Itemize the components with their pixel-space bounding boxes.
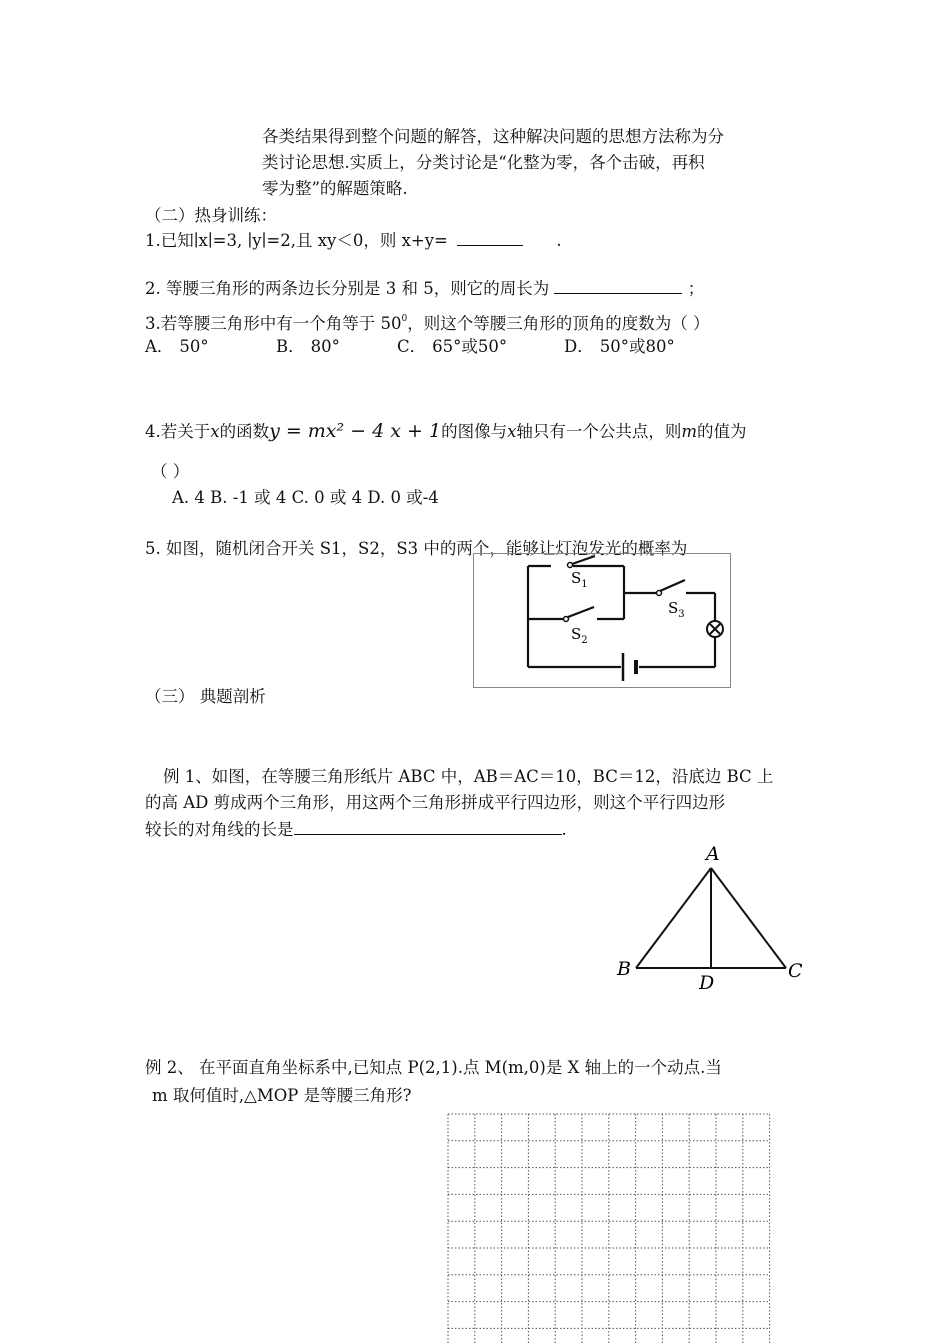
question-2-blank[interactable]: [554, 277, 682, 294]
question-1-end: .: [556, 231, 562, 250]
question-3-text: 3.若等腰三角形中有一个角等于 50: [145, 314, 402, 333]
coordinate-grid: [440, 1110, 776, 1344]
point-d: D: [699, 972, 715, 994]
question-3-option-d[interactable]: [564, 336, 675, 358]
question-4-var-m: m: [681, 422, 698, 441]
intro-line-2: 类讨论思想.实质上，分类讨论是“化整为零，各个击破，再积: [262, 153, 705, 172]
question-4-formula: y = mx² − 4 x + 1: [269, 420, 442, 442]
question-2-end: ；: [687, 279, 705, 298]
example-1-blank[interactable]: [294, 818, 562, 835]
example-2-line-2: m 取何值时,△MOP 是等腰三角形?: [152, 1086, 412, 1105]
question-3-option-c[interactable]: [397, 336, 507, 358]
circuit-diagram: [473, 553, 731, 689]
option-a-label: A．: [145, 337, 174, 356]
question-3-tail: ，则这个等腰三角形的顶角的度数为（ ）: [407, 314, 710, 333]
label-s3: $S_3$: [668, 599, 685, 620]
option-d-label: D．: [564, 337, 594, 356]
question-5: 5. 如图，随机闭合开关 S1，S2，S3 中的两个，能够让灯泡发光的概率为: [145, 539, 688, 558]
side-ab: [636, 868, 711, 968]
example-1-line-2: 的高 AD 剪成两个三角形，用这两个三角形拼成平行四边形，则这个平行四边形: [145, 793, 726, 812]
intro-line-1: 各类结果得到整个问题的解答，这种解决问题的思想方法称为分: [262, 127, 724, 146]
question-4-mid1: 的函数: [219, 422, 270, 441]
question-4-var-x: x: [210, 422, 220, 441]
option-d-value: 50°或80°: [599, 337, 675, 356]
vertex-c: C: [788, 960, 803, 982]
side-ac: [711, 868, 786, 968]
question-1: [145, 229, 562, 252]
vertex-a: A: [706, 843, 720, 865]
example-1-end: .: [561, 820, 567, 839]
question-2-text: 2. 等腰三角形的两条边长分别是 3 和 5，则它的周长为: [145, 279, 550, 298]
label-s2: $S_2$: [571, 625, 588, 646]
question-4-paren: （ ）: [151, 462, 190, 481]
circuit-wires: [528, 556, 715, 667]
switch-s3-contact: [657, 591, 662, 596]
question-4: [145, 420, 747, 443]
triangle-diagram: [610, 840, 810, 995]
option-c-value: 65°或50°: [432, 337, 508, 356]
option-c-label: C．: [397, 337, 427, 356]
section-3-title: （三） 典题剖析: [145, 687, 266, 706]
example-1-line-3: [145, 818, 567, 841]
example-2-line-1: 例 2、 在平面直角坐标系中,已知点 P(2,1).点 M(m,0)是 X 轴上的一个动点.当: [145, 1058, 722, 1077]
question-3-degree-sup: 0: [401, 314, 408, 324]
option-b-label: B．: [276, 337, 305, 356]
switch-s2-contact: [564, 617, 569, 622]
question-3-option-a[interactable]: [145, 336, 209, 358]
lamp-icon: [707, 621, 723, 637]
question-3: [145, 308, 709, 335]
question-4-mid2: 的图像与: [441, 422, 508, 441]
example-1-line-1: 例 1、如图，在等腰三角形纸片 ABC 中，AB＝AC＝10，BC＝12，沿底边 BC 上: [163, 767, 774, 786]
option-a-value: 50°: [179, 337, 209, 356]
example-1-line-3-text: 较长的对角线的长是: [145, 820, 294, 839]
question-3-option-b[interactable]: [276, 336, 340, 358]
intro-line-3: 零为整”的解题策略.: [262, 179, 408, 198]
switch-s1-contact: [568, 563, 573, 568]
question-1-text: 1.已知∣x∣=3, ∣y∣=2,且 xy＜0，则 x+y=: [145, 231, 448, 250]
option-b-value: 80°: [310, 337, 340, 356]
question-4-options: A. 4 B. -1 或 4 C. 0 或 4 D. 0 或-4: [172, 488, 439, 507]
question-4-mid3: 轴只有一个公共点，则: [516, 422, 682, 441]
question-4-var-x-2: x: [507, 422, 517, 441]
section-2-title: （二）热身训练：: [145, 206, 277, 225]
question-4-pre: 4.若关于: [145, 422, 211, 441]
question-2: [145, 277, 704, 300]
vertex-b: B: [617, 958, 631, 980]
question-1-blank[interactable]: [457, 229, 523, 246]
question-4-post: 的值为: [697, 422, 747, 441]
label-s1: $S_1$: [571, 569, 588, 590]
